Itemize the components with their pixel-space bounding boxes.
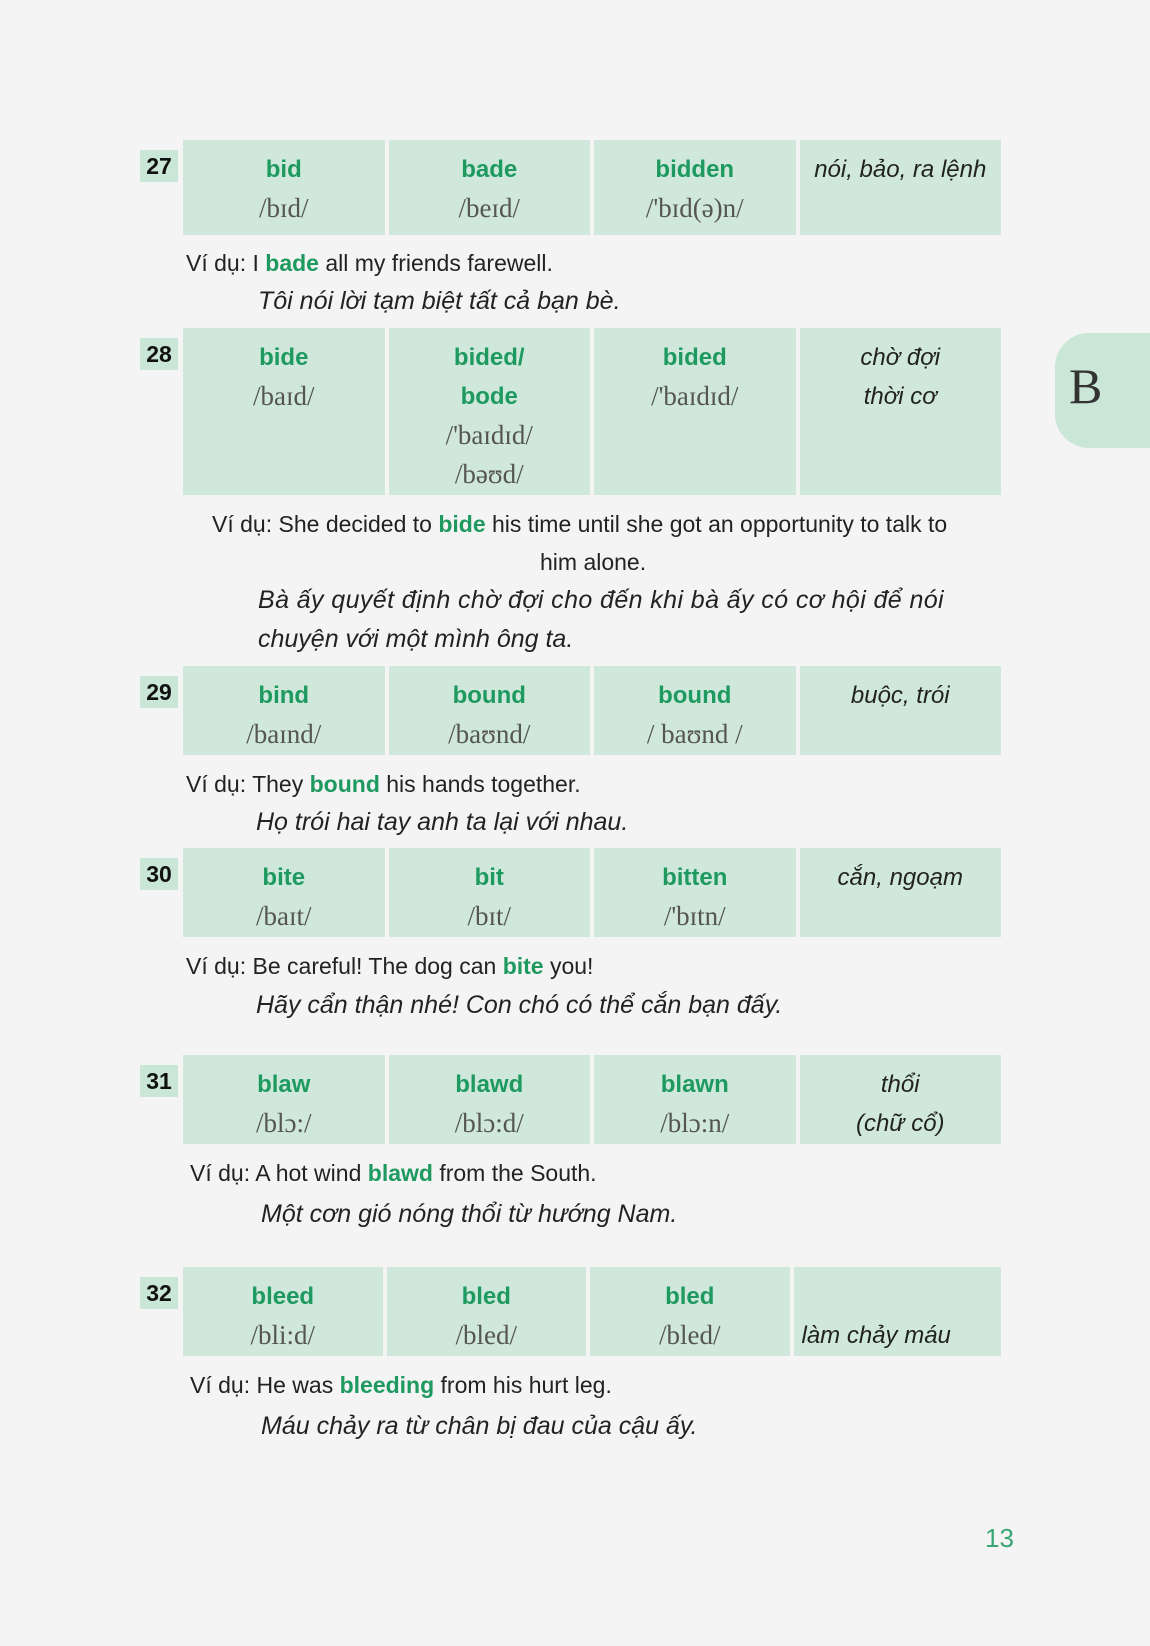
entry-number: 30 <box>140 858 178 890</box>
past-form-cell <box>389 666 591 755</box>
base-phonetic: /bli:d/ <box>250 1320 315 1350</box>
meaning-cell <box>800 328 1002 495</box>
pp-form-cell <box>594 848 796 937</box>
verb-forms-row <box>183 328 1001 495</box>
entry-number: 32 <box>140 1277 178 1309</box>
pp-form: blawn <box>660 1071 729 1098</box>
base-form-cell <box>183 1055 385 1144</box>
translation: Bà ấy quyết định chờ đợi cho đến khi bà ấy có cơ hội để nói <box>258 586 945 614</box>
translation-line2: chuyện với một mình ông ta. <box>258 625 574 653</box>
pp-phonetic: /blɔ:n/ <box>660 1108 730 1138</box>
example-text: from his hurt leg. <box>434 1372 612 1398</box>
meaning: cắn, ngoạm <box>837 864 963 891</box>
past-phonetic: /'baɪdɪd/ <box>445 420 533 450</box>
entry-number: 29 <box>140 676 178 708</box>
example-prefix: Ví dụ: <box>186 953 247 979</box>
past-form-cell <box>389 848 591 937</box>
example-prefix: Ví dụ: <box>186 771 247 797</box>
translation: Một cơn gió nóng thổi từ hướng Nam. <box>261 1200 678 1228</box>
past-form-cell <box>389 1055 591 1144</box>
section-letter: B <box>1069 358 1103 414</box>
meaning: thổi <box>880 1071 920 1098</box>
meaning-line2: thời cơ <box>863 383 937 410</box>
meaning-cell <box>800 140 1002 235</box>
example-continuation: him alone. <box>540 549 647 575</box>
example-text: He was <box>256 1372 340 1398</box>
translation: Máu chảy ra từ chân bị đau của cậu ấy. <box>261 1412 698 1440</box>
pp-form-cell <box>594 666 796 755</box>
meaning: làm chảy máu <box>801 1322 951 1349</box>
example-text: his hands together. <box>379 771 581 797</box>
past-form-alt: bode <box>460 383 518 410</box>
pp-form: bled <box>665 1283 715 1310</box>
past-form-cell <box>389 140 591 235</box>
highlighted-verb: bound <box>309 771 380 797</box>
translation: Tôi nói lời tạm biệt tất cả bạn bè. <box>258 287 621 315</box>
pp-phonetic: /'bɪtn/ <box>663 901 726 931</box>
base-form: bid <box>265 156 302 183</box>
base-form-cell <box>183 1267 383 1356</box>
example-sentence <box>186 765 581 803</box>
meaning: nói, bảo, ra lệnh <box>814 156 987 183</box>
meaning-cell <box>800 1055 1002 1144</box>
example-sentence <box>186 244 553 282</box>
example-sentence <box>186 947 593 985</box>
example-text: Be careful! The dog can <box>252 953 503 979</box>
example-sentence <box>212 505 1002 543</box>
highlighted-verb: bleeding <box>339 1372 435 1398</box>
example-text: They <box>252 771 310 797</box>
past-form: bade <box>461 156 518 183</box>
pp-form-cell <box>594 140 796 235</box>
example-prefix: Ví dụ: <box>190 1160 251 1186</box>
example-text: from the South. <box>432 1160 597 1186</box>
past-phonetic: /beɪd/ <box>458 193 520 223</box>
page-number: 13 <box>985 1523 1014 1553</box>
verb-forms-row <box>183 1267 1001 1356</box>
pp-phonetic: / baʊnd / <box>646 719 743 749</box>
base-form: blaw <box>257 1071 311 1098</box>
highlighted-verb: bade <box>265 250 319 276</box>
base-form-cell <box>183 848 385 937</box>
base-form-cell <box>183 140 385 235</box>
base-form: bleed <box>251 1283 315 1310</box>
example-sentence <box>190 1366 612 1404</box>
base-phonetic: /blɔ:/ <box>256 1108 312 1138</box>
pp-phonetic: /'bɪd(ə)n/ <box>645 193 744 223</box>
past-form: bided/ <box>453 344 525 371</box>
translation: Hãy cẩn thận nhé! Con chó có thể cắn bạn đấy. <box>256 991 783 1019</box>
meaning-cell <box>794 1267 1002 1356</box>
base-phonetic: /baɪt/ <box>256 901 312 931</box>
pp-form: bitten <box>662 864 728 891</box>
base-form: bind <box>258 682 310 709</box>
translation: Họ trói hai tay anh ta lại với nhau. <box>256 808 629 836</box>
past-form: blawd <box>455 1071 524 1098</box>
entry-number: 28 <box>140 338 178 370</box>
base-form: bite <box>262 864 306 891</box>
highlighted-verb: bite <box>502 953 544 979</box>
past-phonetic: /bled/ <box>455 1320 517 1350</box>
pp-phonetic: /'baɪdɪd/ <box>651 381 739 411</box>
entry-number: 27 <box>140 150 178 182</box>
past-form-cell <box>387 1267 587 1356</box>
example-text: She decided to <box>278 511 439 537</box>
base-phonetic: /baɪd/ <box>253 381 315 411</box>
past-phonetic: /blɔ:d/ <box>454 1108 524 1138</box>
example-text: I <box>252 250 266 276</box>
base-phonetic: /baɪnd/ <box>246 719 322 749</box>
example-text: his time until she got an opportunity to talk to <box>485 511 948 537</box>
pp-form-cell <box>590 1267 790 1356</box>
pp-form: bided <box>662 344 727 371</box>
past-phonetic: /bɪt/ <box>467 901 511 931</box>
base-form: bide <box>259 344 309 371</box>
example-text: you! <box>543 953 594 979</box>
past-form: bound <box>452 682 526 709</box>
highlighted-verb: blawd <box>367 1160 433 1186</box>
past-form: bit <box>474 864 504 891</box>
example-sentence <box>190 1154 597 1192</box>
base-form-cell <box>183 666 385 755</box>
past-phonetic: /baʊnd/ <box>448 719 531 749</box>
example-text: all my friends farewell. <box>318 250 553 276</box>
meaning-line2: (chữ cổ) <box>855 1110 945 1137</box>
verb-forms-row <box>183 140 1001 235</box>
pp-form: bidden <box>655 156 735 183</box>
example-text: A hot wind <box>255 1160 368 1186</box>
meaning: buộc, trói <box>850 682 950 709</box>
entry-number: 31 <box>140 1065 178 1097</box>
verb-forms-row <box>183 666 1001 755</box>
base-phonetic: /bɪd/ <box>258 193 309 223</box>
section-tab <box>1055 333 1150 448</box>
pp-form-cell <box>594 1055 796 1144</box>
meaning-cell <box>800 848 1002 937</box>
highlighted-verb: bide <box>438 511 486 537</box>
base-form-cell <box>183 328 385 495</box>
past-form-cell <box>389 328 591 495</box>
meaning: chờ đợi <box>860 344 941 371</box>
example-prefix: Ví dụ: <box>186 250 247 276</box>
past-phonetic-alt: /bəʊd/ <box>454 459 524 489</box>
verb-forms-row <box>183 848 1001 937</box>
example-prefix: Ví dụ: <box>190 1372 251 1398</box>
past-form: bled <box>461 1283 511 1310</box>
example-prefix: Ví dụ: <box>212 511 273 537</box>
meaning-cell <box>800 666 1002 755</box>
pp-phonetic: /bled/ <box>659 1320 721 1350</box>
pp-form: bound <box>658 682 732 709</box>
pp-form-cell <box>594 328 796 495</box>
verb-forms-row <box>183 1055 1001 1144</box>
